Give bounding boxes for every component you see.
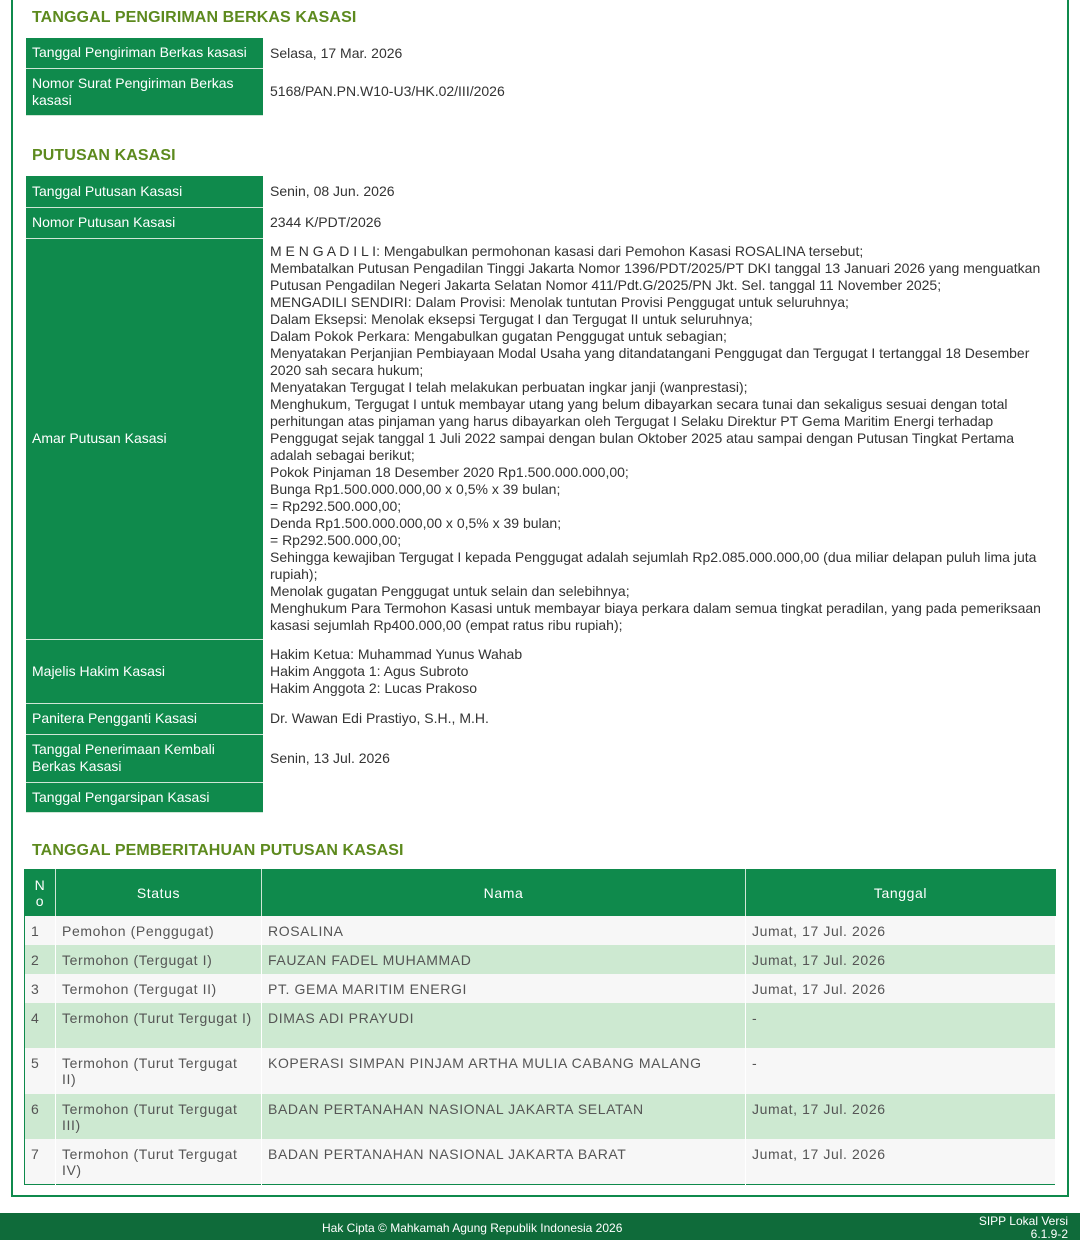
table-row xyxy=(25,974,1056,1003)
section-title-pemberitahuan: TANGGAL PEMBERITAHUAN PUTUSAN KASASI xyxy=(32,842,404,859)
column-header-status: Status xyxy=(56,870,262,916)
amar-line: Dalam Pokok Perkara: Mengabulkan gugatan Penggugat untuk sebagian; xyxy=(270,328,727,344)
amar-line: M E N G A D I L I: Mengabulkan permohonan kasasi dari Pemohon Kasasi ROSALINA tersebut; xyxy=(270,243,864,259)
table-row xyxy=(25,1139,1056,1185)
cell-no: 4 xyxy=(25,1003,56,1048)
amar-line: Menolak gugatan Penggugat untuk selain dan selebihnya; xyxy=(270,583,630,599)
amar-line: Pokok Pinjaman 18 Desember 2020 Rp1.500.000.000,00; xyxy=(270,464,629,480)
cell-no: 5 xyxy=(25,1048,56,1094)
amar-line: Dalam Eksepsi: Menolak eksepsi Tergugat I dan Tergugat II untuk seluruhnya; xyxy=(270,311,753,327)
pengiriman-table xyxy=(26,38,1058,116)
footer-version xyxy=(958,1215,1068,1240)
hakim-ketua: Hakim Ketua: Muhammad Yunus Wahab xyxy=(270,645,523,662)
table-row xyxy=(25,1094,1056,1139)
table-row xyxy=(26,703,1058,734)
table-row xyxy=(25,1003,1056,1048)
value-tanggal-pengiriman: Selasa, 17 Mar. 2026 xyxy=(270,44,403,61)
cell-status: Termohon (Turut Tergugat I) xyxy=(56,1003,262,1048)
cell-nama: PT. GEMA MARITIM ENERGI xyxy=(262,974,746,1003)
column-header-tanggal: Tanggal xyxy=(746,870,1056,916)
cell-tanggal: - xyxy=(746,1048,1056,1094)
label-tanggal-putusan: Tanggal Putusan Kasasi xyxy=(26,176,263,207)
cell-status: Termohon (Tergugat I) xyxy=(56,945,262,974)
table-row xyxy=(26,176,1058,207)
value-amar-putusan xyxy=(263,238,1058,639)
cell-nama: ROSALINA xyxy=(262,916,746,945)
label-amar-putusan: Amar Putusan Kasasi xyxy=(26,238,263,639)
section-title-pengiriman: TANGGAL PENGIRIMAN BERKAS KASASI xyxy=(32,9,357,26)
table-header-row xyxy=(25,870,1056,916)
label-tanggal-penerimaan: Tanggal Penerimaan Kembali Berkas Kasasi xyxy=(26,734,263,782)
cell-nama: DIMAS ADI PRAYUDI xyxy=(262,1003,746,1048)
cell-nama: FAUZAN FADEL MUHAMMAD xyxy=(262,945,746,974)
version-number: 6.1.9-2 xyxy=(1030,1227,1068,1240)
table-row xyxy=(26,782,1058,812)
value-majelis-hakim xyxy=(263,639,1058,703)
label-panitera: Panitera Pengganti Kasasi xyxy=(26,703,263,734)
cell-tanggal: Jumat, 17 Jul. 2026 xyxy=(746,945,1056,974)
section-title-putusan: PUTUSAN KASASI xyxy=(32,147,176,164)
column-header-no: N o xyxy=(25,870,56,916)
version-label: SIPP Lokal Versi xyxy=(978,1214,1068,1228)
amar-line: Sehingga kewajiban Tergugat I kepada Penggugat adalah sejumlah Rp2.085.000.000,00 (dua miliar delapan puluh lima juta rupiah); xyxy=(270,549,1037,582)
label-tanggal-pengarsipan: Tanggal Pengarsipan Kasasi xyxy=(26,782,263,812)
label-nomor-putusan: Nomor Putusan Kasasi xyxy=(26,207,263,238)
cell-status: Termohon (Turut Tergugat IV) xyxy=(56,1139,262,1185)
cell-no: 1 xyxy=(25,916,56,945)
value-panitera: Dr. Wawan Edi Prastiyo, S.H., M.H. xyxy=(270,710,489,726)
cell-tanggal: Jumat, 17 Jul. 2026 xyxy=(746,974,1056,1003)
pemberitahuan-table xyxy=(24,869,1056,1185)
cell-status: Termohon (Tergugat II) xyxy=(56,974,262,1003)
amar-line: MENGADILI SENDIRI: Dalam Provisi: Menolak tuntutan Provisi Penggugat untuk seluruhnya; xyxy=(270,294,849,310)
value-tanggal-putusan: Senin, 08 Jun. 2026 xyxy=(270,183,395,199)
cell-nama: KOPERASI SIMPAN PINJAM ARTHA MULIA CABANG MALANG xyxy=(262,1048,746,1094)
amar-line: Denda Rp1.500.000.000,00 x 0,5% x 39 bulan; xyxy=(270,515,562,531)
amar-line: = Rp292.500.000,00; xyxy=(270,532,402,548)
cell-tanggal: Jumat, 17 Jul. 2026 xyxy=(746,916,1056,945)
amar-line: Menyatakan Perjanjian Pembiayaan Modal Usaha yang ditandatangani Penggugat dan Tergugat I tertanggal 18 Desember 2020 sah secara hukum; xyxy=(270,345,1030,378)
amar-line: = Rp292.500.000,00; xyxy=(270,498,402,514)
label-tanggal-pengiriman: Tanggal Pengiriman Berkas kasasi xyxy=(26,38,263,68)
table-row xyxy=(26,238,1058,639)
table-row xyxy=(25,945,1056,974)
table-row xyxy=(26,38,1058,68)
cell-tanggal: - xyxy=(746,1003,1056,1048)
amar-line: Bunga Rp1.500.000.000,00 x 0,5% x 39 bulan; xyxy=(270,481,561,497)
value-tanggal-penerimaan: Senin, 13 Jul. 2026 xyxy=(270,749,390,766)
amar-line: Menghukum, Tergugat I untuk membayar utang yang belum dibayarkan secara tunai dan sekaligus sesuai dengan total perhitungan atas pinjaman yang harus dibayarkan oleh Tergugat I Selaku Direktur PT Gema Maritim Energi terhadap Penggugat sejak tanggal 1 Juli 2022 sampai dengan bulan Oktober 2025 atau sampai dengan Putusan Tingkat Pertama adalah sebagai berikut; xyxy=(270,396,1015,463)
cell-tanggal: Jumat, 17 Jul. 2026 xyxy=(746,1139,1056,1185)
footer-copyright: Hak Cipta © Mahkamah Agung Republik Indonesia 2026 xyxy=(322,1221,623,1235)
cell-nama: BADAN PERTANAHAN NASIONAL JAKARTA BARAT xyxy=(262,1139,746,1185)
table-row xyxy=(26,68,1058,115)
footer xyxy=(0,1213,1080,1240)
amar-line: Menghukum Para Termohon Kasasi untuk membayar biaya perkara dalam semua tingkat peradilan, yang pada pemeriksaan kasasi sejumlah Rp400.000,00 (empat ratus ribu rupiah); xyxy=(270,600,1041,633)
table-row xyxy=(26,639,1058,703)
cell-status: Termohon (Turut Tergugat III) xyxy=(56,1094,262,1139)
cell-nama: BADAN PERTANAHAN NASIONAL JAKARTA SELATAN xyxy=(262,1094,746,1139)
column-header-nama: Nama xyxy=(262,870,746,916)
label-majelis-hakim: Majelis Hakim Kasasi xyxy=(26,639,263,703)
label-nomor-surat: Nomor Surat Pengiriman Berkas kasasi xyxy=(26,68,263,115)
value-tanggal-pengarsipan xyxy=(263,782,1058,812)
amar-line: Menyatakan Tergugat I telah melakukan perbuatan ingkar janji (wanprestasi); xyxy=(270,379,748,395)
hakim-anggota-2: Hakim Anggota 2: Lucas Prakoso xyxy=(270,679,478,696)
cell-status: Pemohon (Penggugat) xyxy=(56,916,262,945)
hakim-anggota-1: Hakim Anggota 1: Agus Subroto xyxy=(270,662,469,679)
cell-status: Termohon (Turut Tergugat II) xyxy=(56,1048,262,1094)
cell-no: 7 xyxy=(25,1139,56,1185)
value-nomor-putusan: 2344 K/PDT/2026 xyxy=(270,214,382,230)
value-nomor-surat: 5168/PAN.PN.W10-U3/HK.02/III/2026 xyxy=(270,83,505,99)
amar-line: Membatalkan Putusan Pengadilan Tinggi Jakarta Nomor 1396/PDT/2025/PT DKI tanggal 13 Januari 2026 yang menguatkan Putusan Pengadilan Negeri Jakarta Selatan Nomor 411/Pdt.G/2025/PN Jkt. Sel. tanggal 11 November 2025; xyxy=(270,260,1041,293)
cell-tanggal: Jumat, 17 Jul. 2026 xyxy=(746,1094,1056,1139)
table-row xyxy=(25,916,1056,945)
cell-no: 2 xyxy=(25,945,56,974)
cell-no: 3 xyxy=(25,974,56,1003)
table-row xyxy=(26,734,1058,782)
cell-no: 6 xyxy=(25,1094,56,1139)
table-row xyxy=(26,207,1058,238)
putusan-table xyxy=(26,176,1058,813)
table-row xyxy=(25,1048,1056,1094)
